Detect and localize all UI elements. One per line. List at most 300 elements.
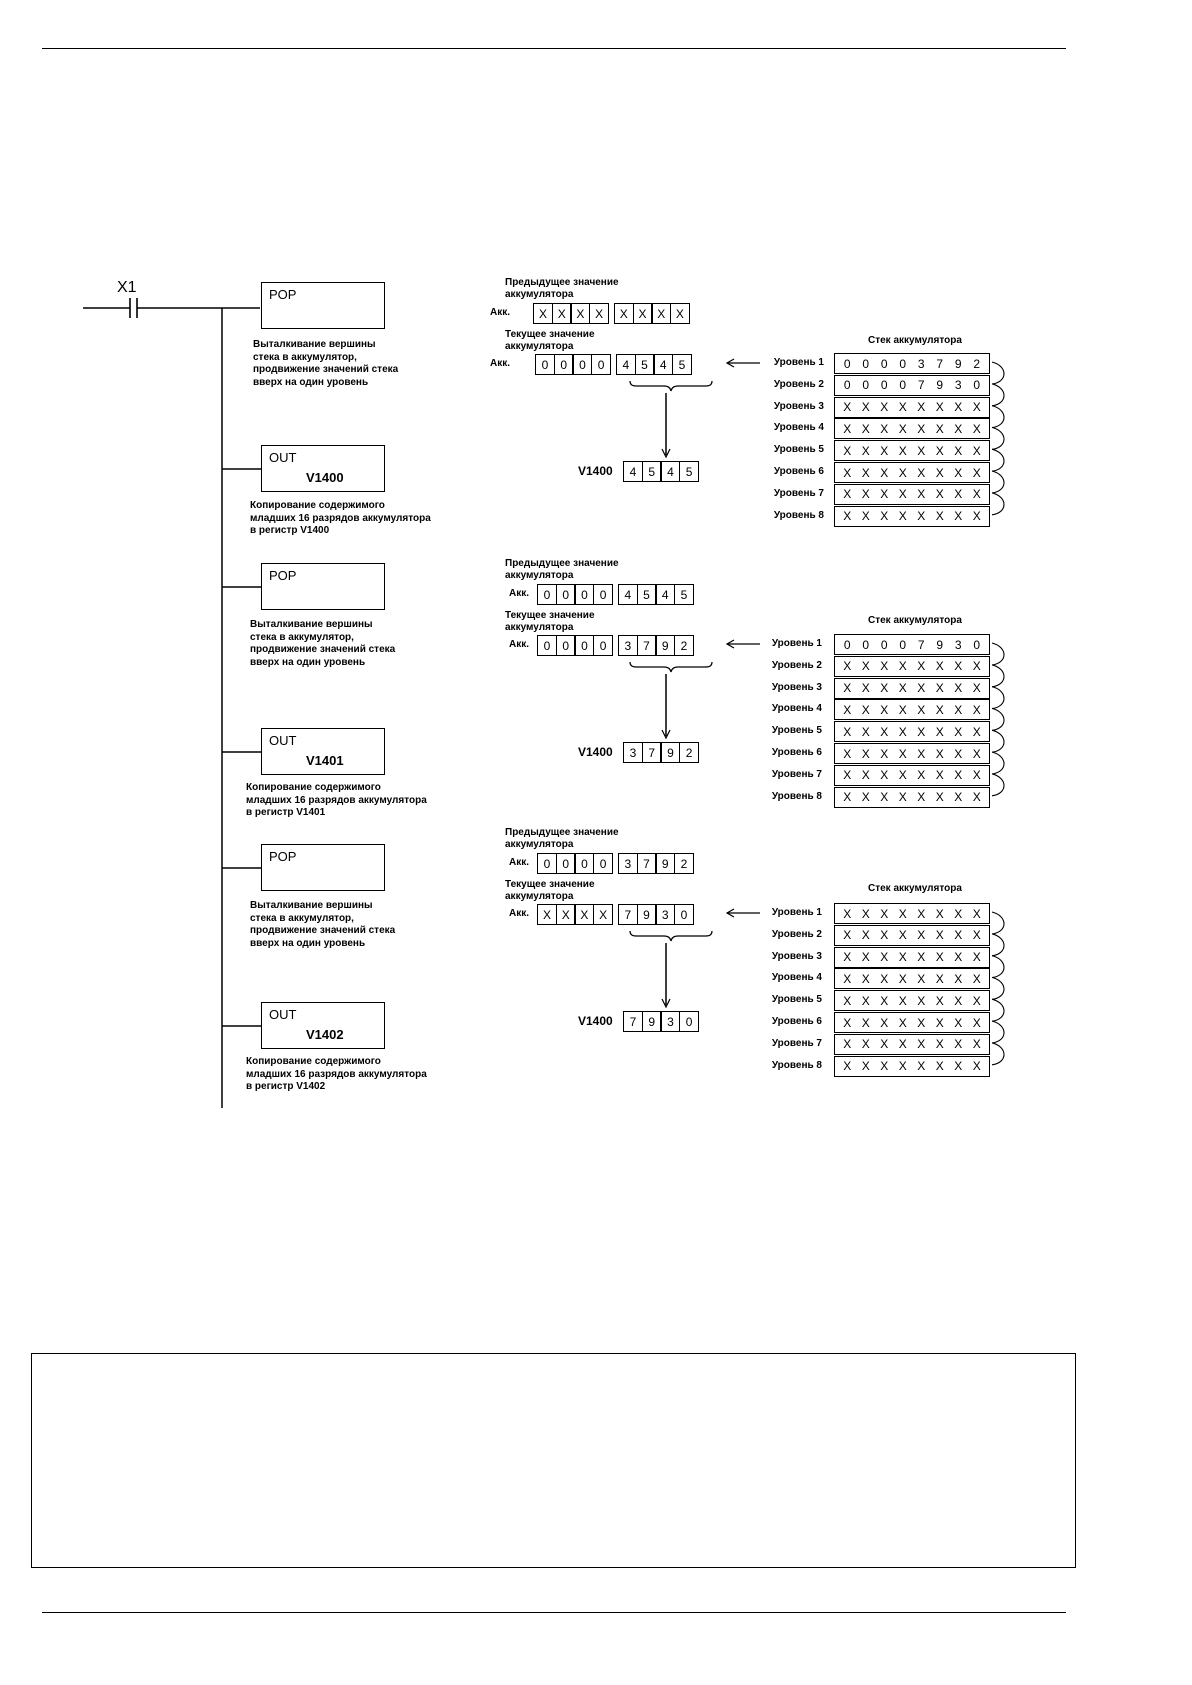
stack-digit: 0 xyxy=(862,356,870,371)
stack-shift-arc xyxy=(992,999,1004,1021)
stack-level-label: Уровень 6 xyxy=(771,747,822,758)
stack-digit: X xyxy=(843,724,852,739)
acc-label: Акк. xyxy=(490,307,511,318)
digit-cell: 9 xyxy=(655,635,675,656)
digit-cell: 0 xyxy=(556,635,576,656)
digit-cell: 0 xyxy=(537,584,557,605)
stack-digit: X xyxy=(880,971,889,986)
stack-digit: X xyxy=(917,443,926,458)
stack-digit: X xyxy=(880,993,889,1008)
stack-digit: X xyxy=(843,443,852,458)
stack-digit: X xyxy=(898,659,907,674)
stack-digit: X xyxy=(972,487,981,502)
acc-label: Акк. xyxy=(509,639,530,650)
stack-digit: X xyxy=(935,950,944,965)
stack-digit: X xyxy=(843,681,852,696)
stack-digit: X xyxy=(917,1015,926,1030)
stack-digit: X xyxy=(954,993,963,1008)
stack-digit: X xyxy=(861,702,870,717)
digit-cell: X xyxy=(552,303,572,324)
stack-digit: X xyxy=(898,768,907,783)
digit-cell: 0 xyxy=(574,584,594,605)
stack-digit: X xyxy=(861,400,870,415)
stack-digit: X xyxy=(843,421,852,436)
stack-digit: X xyxy=(898,1015,907,1030)
stack-digit: X xyxy=(843,487,852,502)
acc-label: Акк. xyxy=(509,857,530,868)
stack-digit: 2 xyxy=(973,356,981,371)
instruction-name: OUT xyxy=(269,1007,297,1022)
instruction-name: POP xyxy=(269,849,297,864)
label-line: аккумулятора xyxy=(505,289,574,300)
stack-level-label: Уровень 3 xyxy=(771,681,822,693)
caption-line: продвижение значений стека xyxy=(250,925,396,936)
stack-digit: X xyxy=(880,928,889,943)
stack-shift-arc xyxy=(992,362,1004,384)
stack-digit: X xyxy=(917,906,926,921)
instruction-name: POP xyxy=(269,568,297,583)
stack-digit: X xyxy=(972,509,981,524)
stack-digit: X xyxy=(972,465,981,480)
stack-digit: X xyxy=(898,487,907,502)
label-line: аккумулятора xyxy=(505,839,574,850)
stack-digit: 0 xyxy=(880,637,888,652)
digit-cell: X xyxy=(533,303,553,324)
stack-digit: X xyxy=(972,768,981,783)
digit-cell: X xyxy=(570,303,590,324)
digit-cell: 3 xyxy=(618,635,638,656)
stack-level-label: Уровень 2 xyxy=(771,928,822,940)
digit-cell: 7 xyxy=(637,635,657,656)
stack-digit: X xyxy=(861,790,870,805)
digit-cell: X xyxy=(614,303,634,324)
caption-line: стека в аккумулятор, xyxy=(250,631,354,643)
stack-digit: X xyxy=(972,421,981,436)
stack-digit: X xyxy=(935,768,944,783)
instruction-address: V1400 xyxy=(306,470,344,485)
stack-level-label: Уровень 5 xyxy=(771,725,822,737)
acc-label: Акк. xyxy=(509,908,530,919)
stack-digit: X xyxy=(972,928,981,943)
digit-cell: X xyxy=(574,904,594,925)
stack-digit: X xyxy=(954,681,963,696)
stack-shift-arc xyxy=(992,1021,1004,1043)
stack-digit: X xyxy=(972,443,981,458)
stack-digit: X xyxy=(917,1037,926,1052)
stack-level-label: Уровень 7 xyxy=(771,1037,822,1049)
contact-label: X1 xyxy=(117,279,137,296)
caption-line: Выталкивание вершины xyxy=(253,339,376,350)
stack-digit: X xyxy=(935,724,944,739)
stack-digit: X xyxy=(917,724,926,739)
acc-label: Акк. xyxy=(509,588,530,599)
stack-shift-arc xyxy=(992,643,1004,665)
stack-digit: X xyxy=(843,1037,852,1052)
stack-title: Стек аккумулятора xyxy=(868,883,962,894)
digit-cell: 0 xyxy=(537,853,557,874)
digit-cell: X xyxy=(556,904,576,925)
label-line: Текущее значение xyxy=(505,610,595,621)
instruction-name: OUT xyxy=(269,733,297,748)
digit-cell: 7 xyxy=(623,1011,643,1032)
stack-digit: X xyxy=(843,509,852,524)
stack-digit: X xyxy=(898,724,907,739)
stack-digit: X xyxy=(972,906,981,921)
stack-digit: X xyxy=(972,400,981,415)
stack-digit: X xyxy=(843,790,852,805)
stack-shift-arc xyxy=(992,449,1004,471)
stack-digit: X xyxy=(954,443,963,458)
stack-digit: X xyxy=(935,746,944,761)
stack-digit: X xyxy=(880,790,889,805)
stack-level-label: Уровень 6 xyxy=(773,466,824,477)
stack-digit: X xyxy=(935,928,944,943)
stack-digit: X xyxy=(880,465,889,480)
digit-cell: 2 xyxy=(674,635,694,656)
stack-level-label: Уровень 3 xyxy=(773,400,824,412)
stack-digit: X xyxy=(898,702,907,717)
stack-shift-arc xyxy=(992,493,1004,515)
stack-digit: X xyxy=(972,659,981,674)
caption-line: Копирование содержимого xyxy=(246,782,381,793)
stack-digit: X xyxy=(935,465,944,480)
stack-level-label: Уровень 4 xyxy=(773,422,824,434)
stack-digit: X xyxy=(843,906,852,921)
stack-digit: X xyxy=(898,971,907,986)
stack-digit: X xyxy=(861,443,870,458)
stack-digit: X xyxy=(880,1037,889,1052)
digit-cell: 4 xyxy=(653,354,673,375)
stack-digit: X xyxy=(843,928,852,943)
stack-shift-arc xyxy=(992,977,1004,999)
stack-digit: X xyxy=(935,421,944,436)
stack-digit: X xyxy=(954,659,963,674)
stack-digit: X xyxy=(954,950,963,965)
stack-digit: X xyxy=(935,790,944,805)
stack-shift-arc xyxy=(992,912,1004,934)
stack-digit: 0 xyxy=(973,378,981,393)
digit-cell: 9 xyxy=(655,853,675,874)
digit-cell: X xyxy=(633,303,653,324)
stack-level-label: Уровень 8 xyxy=(771,790,822,802)
stack-digit: X xyxy=(935,509,944,524)
stack-digit: X xyxy=(954,1059,963,1074)
stack-digit: X xyxy=(935,681,944,696)
stack-digit: X xyxy=(898,746,907,761)
stack-level-label: Уровень 1 xyxy=(771,638,822,649)
stack-level-label: Уровень 7 xyxy=(771,768,822,780)
stack-digit: X xyxy=(935,702,944,717)
digit-cell: 7 xyxy=(637,853,657,874)
stack-digit: X xyxy=(861,487,870,502)
stack-digit: 0 xyxy=(899,378,907,393)
stack-digit: X xyxy=(935,906,944,921)
stack-shift-arc xyxy=(992,427,1004,449)
stack-digit: X xyxy=(843,1059,852,1074)
caption-line: вверх на один уровень xyxy=(250,937,366,949)
stack-level-label: Уровень 8 xyxy=(771,1059,822,1071)
stack-digit: X xyxy=(843,702,852,717)
digit-cell: 3 xyxy=(655,904,675,925)
stack-digit: X xyxy=(917,400,926,415)
stack-digit: X xyxy=(880,768,889,783)
stack-digit: 0 xyxy=(843,378,851,393)
stack-digit: X xyxy=(898,928,907,943)
stack-digit: X xyxy=(880,724,889,739)
register-label: V1400 xyxy=(578,464,613,478)
caption-line: вверх на один уровень xyxy=(250,656,366,668)
caption-line: в регистр V1401 xyxy=(246,807,326,818)
stack-digit: 0 xyxy=(899,356,907,371)
stack-digit: X xyxy=(954,509,963,524)
stack-digit: X xyxy=(935,993,944,1008)
stack-level-label: Уровень 8 xyxy=(773,509,824,521)
stack-digit: 0 xyxy=(880,356,888,371)
digit-cell: 0 xyxy=(574,853,594,874)
stack-digit: 0 xyxy=(843,356,851,371)
stack-digit: X xyxy=(861,509,870,524)
stack-digit: X xyxy=(880,400,889,415)
stack-digit: 0 xyxy=(880,378,888,393)
digit-cell: 0 xyxy=(554,354,574,375)
label-line: аккумулятора xyxy=(505,622,574,633)
stack-digit: 7 xyxy=(917,378,925,393)
stack-digit: 0 xyxy=(862,637,870,652)
stack-level-label: Уровень 7 xyxy=(773,487,824,499)
instruction-address: V1401 xyxy=(306,753,344,768)
stack-digit: X xyxy=(880,443,889,458)
stack-digit: X xyxy=(861,768,870,783)
caption-line: младших 16 разрядов аккумулятора xyxy=(250,512,431,524)
stack-digit: X xyxy=(880,509,889,524)
stack-shift-arc xyxy=(992,708,1004,730)
stack-digit: X xyxy=(972,1015,981,1030)
stack-digit: X xyxy=(880,659,889,674)
stack-digit: X xyxy=(954,702,963,717)
stack-digit: X xyxy=(972,681,981,696)
digit-cell: 5 xyxy=(635,354,655,375)
stack-digit: X xyxy=(972,702,981,717)
register-label: V1400 xyxy=(578,745,613,759)
stack-digit: X xyxy=(935,1037,944,1052)
instruction-name: POP xyxy=(269,287,297,302)
stack-digit: X xyxy=(861,724,870,739)
stack-shift-arc xyxy=(992,1043,1004,1065)
label-line: аккумулятора xyxy=(505,891,574,902)
stack-digit: X xyxy=(917,746,926,761)
digit-cell: X xyxy=(589,303,609,324)
caption-line: Копирование содержимого xyxy=(250,500,385,511)
stack-digit: X xyxy=(880,1059,889,1074)
stack-digit: X xyxy=(898,681,907,696)
stack-digit: X xyxy=(935,1059,944,1074)
digit-cell: 0 xyxy=(593,584,613,605)
digit-cell: 5 xyxy=(642,461,662,482)
stack-digit: X xyxy=(917,790,926,805)
register-label: V1400 xyxy=(578,1014,613,1028)
stack-digit: X xyxy=(954,1037,963,1052)
stack-digit: X xyxy=(861,659,870,674)
label-line: Текущее значение xyxy=(505,879,595,890)
stack-digit: X xyxy=(843,746,852,761)
stack-digit: X xyxy=(917,659,926,674)
label-line: Предыдущее значение xyxy=(505,558,619,569)
stack-digit: 9 xyxy=(954,356,962,371)
stack-digit: X xyxy=(917,681,926,696)
digit-cell: 0 xyxy=(556,584,576,605)
digit-cell: 4 xyxy=(655,584,675,605)
stack-digit: X xyxy=(954,465,963,480)
stack-shift-arc xyxy=(992,406,1004,428)
stack-digit: 0 xyxy=(862,378,870,393)
stack-digit: X xyxy=(861,681,870,696)
stack-title: Стек аккумулятора xyxy=(868,615,962,626)
digit-cell: 0 xyxy=(574,635,594,656)
caption-line: продвижение значений стека xyxy=(250,644,396,655)
digit-cell: 0 xyxy=(593,853,613,874)
digit-cell: 9 xyxy=(660,742,680,763)
stack-digit: X xyxy=(917,509,926,524)
digit-cell: 3 xyxy=(623,742,643,763)
caption-line: в регистр V1400 xyxy=(250,525,330,536)
stack-digit: X xyxy=(954,768,963,783)
digit-cell: 0 xyxy=(537,635,557,656)
stack-digit: X xyxy=(972,950,981,965)
label-line: Предыдущее значение xyxy=(505,277,619,288)
stack-digit: 3 xyxy=(954,378,962,393)
stack-digit: X xyxy=(843,1015,852,1030)
stack-digit: X xyxy=(917,702,926,717)
stack-digit: 3 xyxy=(954,637,962,652)
caption-line: стека в аккумулятор, xyxy=(250,912,354,924)
digit-cell: 0 xyxy=(535,354,555,375)
stack-digit: X xyxy=(898,1037,907,1052)
stack-digit: 0 xyxy=(973,637,981,652)
stack-digit: X xyxy=(898,400,907,415)
instruction-name: OUT xyxy=(269,450,297,465)
digit-cell: 0 xyxy=(674,904,694,925)
stack-digit: X xyxy=(880,950,889,965)
digit-cell: 0 xyxy=(679,1011,699,1032)
caption-line: стека в аккумулятор, xyxy=(253,351,357,363)
digit-cell: X xyxy=(593,904,613,925)
stack-digit: X xyxy=(972,993,981,1008)
stack-digit: X xyxy=(843,465,852,480)
digit-cell: 9 xyxy=(642,1011,662,1032)
stack-digit: X xyxy=(861,928,870,943)
stack-digit: X xyxy=(972,790,981,805)
digit-cell: 0 xyxy=(556,853,576,874)
stack-digit: X xyxy=(972,1037,981,1052)
stack-digit: X xyxy=(935,971,944,986)
stack-digit: X xyxy=(861,746,870,761)
stack-shift-arc xyxy=(992,956,1004,978)
stack-shift-arc xyxy=(992,752,1004,774)
stack-digit: X xyxy=(954,400,963,415)
stack-digit: 3 xyxy=(917,356,925,371)
stack-digit: X xyxy=(972,746,981,761)
stack-level-label: Уровень 5 xyxy=(773,444,824,456)
stack-digit: X xyxy=(880,702,889,717)
caption-line: Выталкивание вершины xyxy=(250,900,373,911)
digit-cell: 4 xyxy=(623,461,643,482)
caption-line: Выталкивание вершины xyxy=(250,619,373,630)
stack-digit: 0 xyxy=(843,637,851,652)
label-line: аккумулятора xyxy=(505,570,574,581)
digit-cell: 4 xyxy=(618,584,638,605)
stack-shift-arc xyxy=(992,471,1004,493)
digit-cell: X xyxy=(537,904,557,925)
stack-digit: X xyxy=(880,746,889,761)
stack-shift-arc xyxy=(992,730,1004,752)
digit-cell: 3 xyxy=(618,853,638,874)
stack-digit: X xyxy=(843,950,852,965)
caption-line: в регистр V1402 xyxy=(246,1081,326,1092)
stack-digit: X xyxy=(935,400,944,415)
label-line: Текущее значение xyxy=(505,329,595,340)
caption-line: продвижение значений стека xyxy=(253,364,399,375)
stack-digit: X xyxy=(954,790,963,805)
stack-digit: X xyxy=(917,971,926,986)
stack-shift-arc xyxy=(992,665,1004,687)
digit-cell: 7 xyxy=(618,904,638,925)
stack-digit: X xyxy=(972,1059,981,1074)
stack-digit: X xyxy=(917,1059,926,1074)
stack-digit: X xyxy=(880,906,889,921)
stack-digit: X xyxy=(954,1015,963,1030)
digit-cell: 5 xyxy=(637,584,657,605)
stack-level-label: Уровень 1 xyxy=(773,357,824,368)
digit-cell: 9 xyxy=(637,904,657,925)
stack-level-label: Уровень 4 xyxy=(771,972,822,984)
stack-digit: X xyxy=(843,659,852,674)
stack-level-label: Уровень 4 xyxy=(771,703,822,715)
stack-level-label: Уровень 2 xyxy=(773,378,824,390)
stack-digit: X xyxy=(954,906,963,921)
stack-digit: X xyxy=(898,950,907,965)
digit-cell: 5 xyxy=(679,461,699,482)
digit-cell: X xyxy=(651,303,671,324)
digit-cell: 0 xyxy=(572,354,592,375)
stack-digit: X xyxy=(954,421,963,436)
digit-cell: 0 xyxy=(591,354,611,375)
digit-cell: 3 xyxy=(660,1011,680,1032)
stack-level-label: Уровень 6 xyxy=(771,1016,822,1027)
stack-digit: X xyxy=(917,950,926,965)
stack-digit: X xyxy=(861,421,870,436)
stack-digit: X xyxy=(843,768,852,783)
stack-digit: X xyxy=(861,1015,870,1030)
stack-title: Стек аккумулятора xyxy=(868,335,962,346)
stack-digit: X xyxy=(917,421,926,436)
stack-digit: X xyxy=(898,509,907,524)
digit-cell: 7 xyxy=(642,742,662,763)
stack-digit: X xyxy=(861,950,870,965)
low-word-brace xyxy=(630,931,712,941)
stack-digit: X xyxy=(954,928,963,943)
digit-cell: X xyxy=(670,303,690,324)
stack-digit: X xyxy=(880,421,889,436)
acc-label: Акк. xyxy=(490,358,511,369)
stack-digit: X xyxy=(917,768,926,783)
stack-digit: X xyxy=(954,746,963,761)
caption-line: вверх на один уровень xyxy=(253,376,369,388)
stack-digit: X xyxy=(898,790,907,805)
stack-digit: X xyxy=(917,993,926,1008)
stack-digit: X xyxy=(917,465,926,480)
label-line: аккумулятора xyxy=(505,341,574,352)
stack-digit: 7 xyxy=(917,637,925,652)
